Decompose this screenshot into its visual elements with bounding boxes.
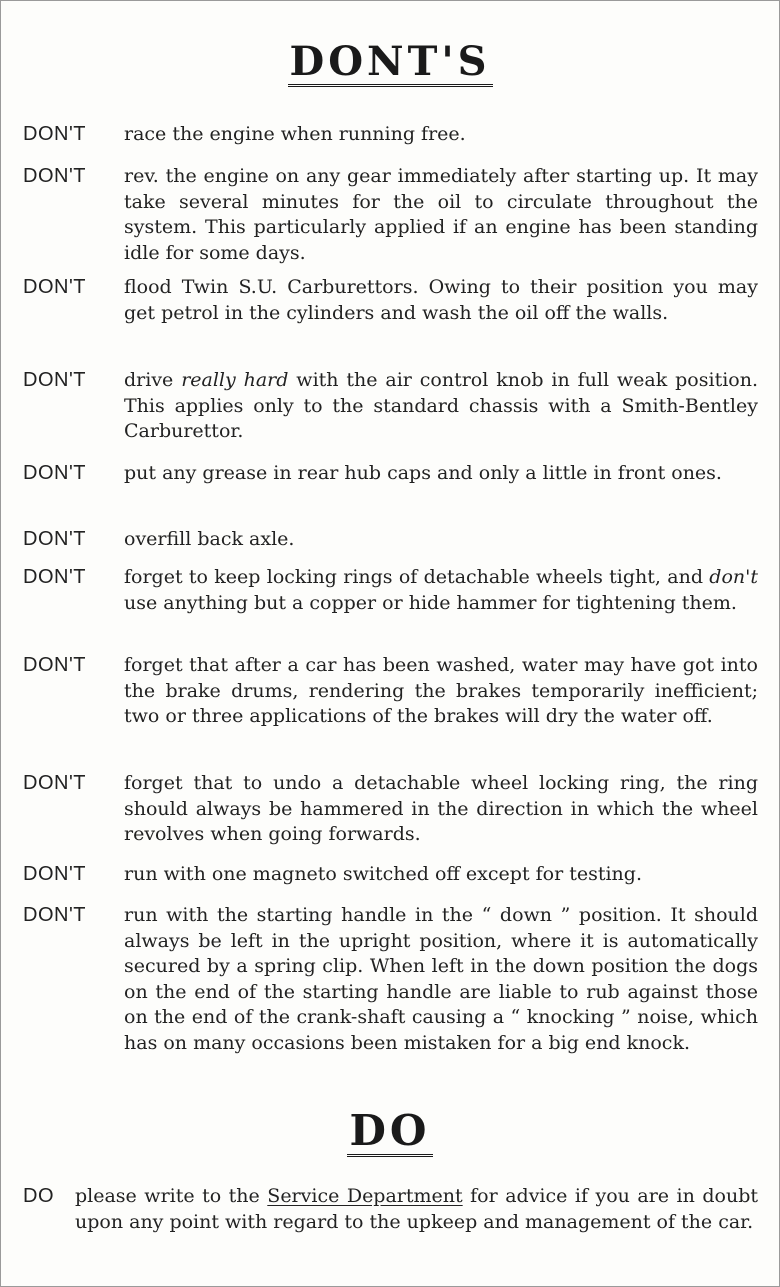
do-keyword: DO (23, 1185, 54, 1207)
dont-keyword: DON'T (23, 276, 86, 298)
dont-keyword: DON'T (23, 528, 86, 550)
dont-text: forget that after a car has been washed, water may have got into the brake drums, rendering the brakes temporarily inefficient; two or three applications of the brakes will dry the water off. (124, 654, 758, 728)
emphasis-text: really hard (181, 369, 289, 391)
dont-text: forget that to undo a detachable wheel locking ring, the ring should always be hammered in the direction in which the wheel revolves when going forwards. (124, 772, 758, 846)
dont-item-8 (23, 653, 758, 730)
dont-text: rev. the engine on any gear immediately after starting up. It may take several minutes for the oil to circulate throughout the system. This particularly applied if an engine has been standing idle for some days. (124, 165, 758, 264)
dont-keyword: DON'T (23, 904, 86, 926)
dont-item-11 (23, 903, 758, 1057)
dont-item-4 (23, 368, 758, 445)
dont-text: run with the starting handle in the “ down ” position. It should always be left in the upright position, where it is automatically secured by a spring clip. When left in the down position the dogs on the end of the starting handle are liable to rub against those on the end of the crank-shaft causing a “ knocking ” noise, which has on many occasions been mistaken for a big end knock. (124, 904, 758, 1054)
dont-keyword: DON'T (23, 165, 86, 187)
dont-text: put any grease in rear hub caps and only a little in front ones. (124, 462, 722, 484)
dont-item-3 (23, 275, 758, 326)
emphasis-text: don't (709, 566, 758, 588)
dont-keyword: DON'T (23, 369, 86, 391)
dont-keyword: DON'T (23, 462, 86, 484)
dont-keyword: DON'T (23, 123, 86, 145)
dont-keyword: DON'T (23, 863, 86, 885)
do-item (23, 1184, 758, 1235)
do-heading: DO (349, 1106, 431, 1155)
dont-text: forget to keep locking rings of detachable wheels tight, and don't use anything but a copper or hide hammer for tightening them. (124, 566, 758, 614)
dont-text: run with one magneto switched off except for testing. (124, 863, 642, 885)
donts-heading: DONT'S (289, 38, 491, 85)
dont-item-6 (23, 527, 758, 553)
dont-item-1 (23, 122, 758, 148)
dont-text: flood Twin S.U. Carburettors. Owing to their position you may get petrol in the cylinders and wash the oil off the walls. (124, 276, 758, 324)
dont-item-10 (23, 862, 758, 888)
dont-item-7 (23, 565, 758, 616)
dont-item-9 (23, 771, 758, 848)
dont-keyword: DON'T (23, 654, 86, 676)
service-department-link: Service Department (267, 1185, 463, 1207)
dont-text: race the engine when running free. (124, 123, 466, 145)
dont-item-2 (23, 164, 758, 266)
dont-item-5 (23, 461, 758, 487)
do-text: please write to the Service Department for advice if you are in doubt upon any point with regard to the upkeep and management of the car. (75, 1185, 758, 1233)
dont-keyword: DON'T (23, 772, 86, 794)
dont-text: drive really hard with the air control knob in full weak position. This applies only to the standard chassis with a Smith-Bentley Carburettor. (124, 369, 759, 443)
dont-text: overfill back axle. (124, 528, 295, 550)
dont-keyword: DON'T (23, 566, 86, 588)
